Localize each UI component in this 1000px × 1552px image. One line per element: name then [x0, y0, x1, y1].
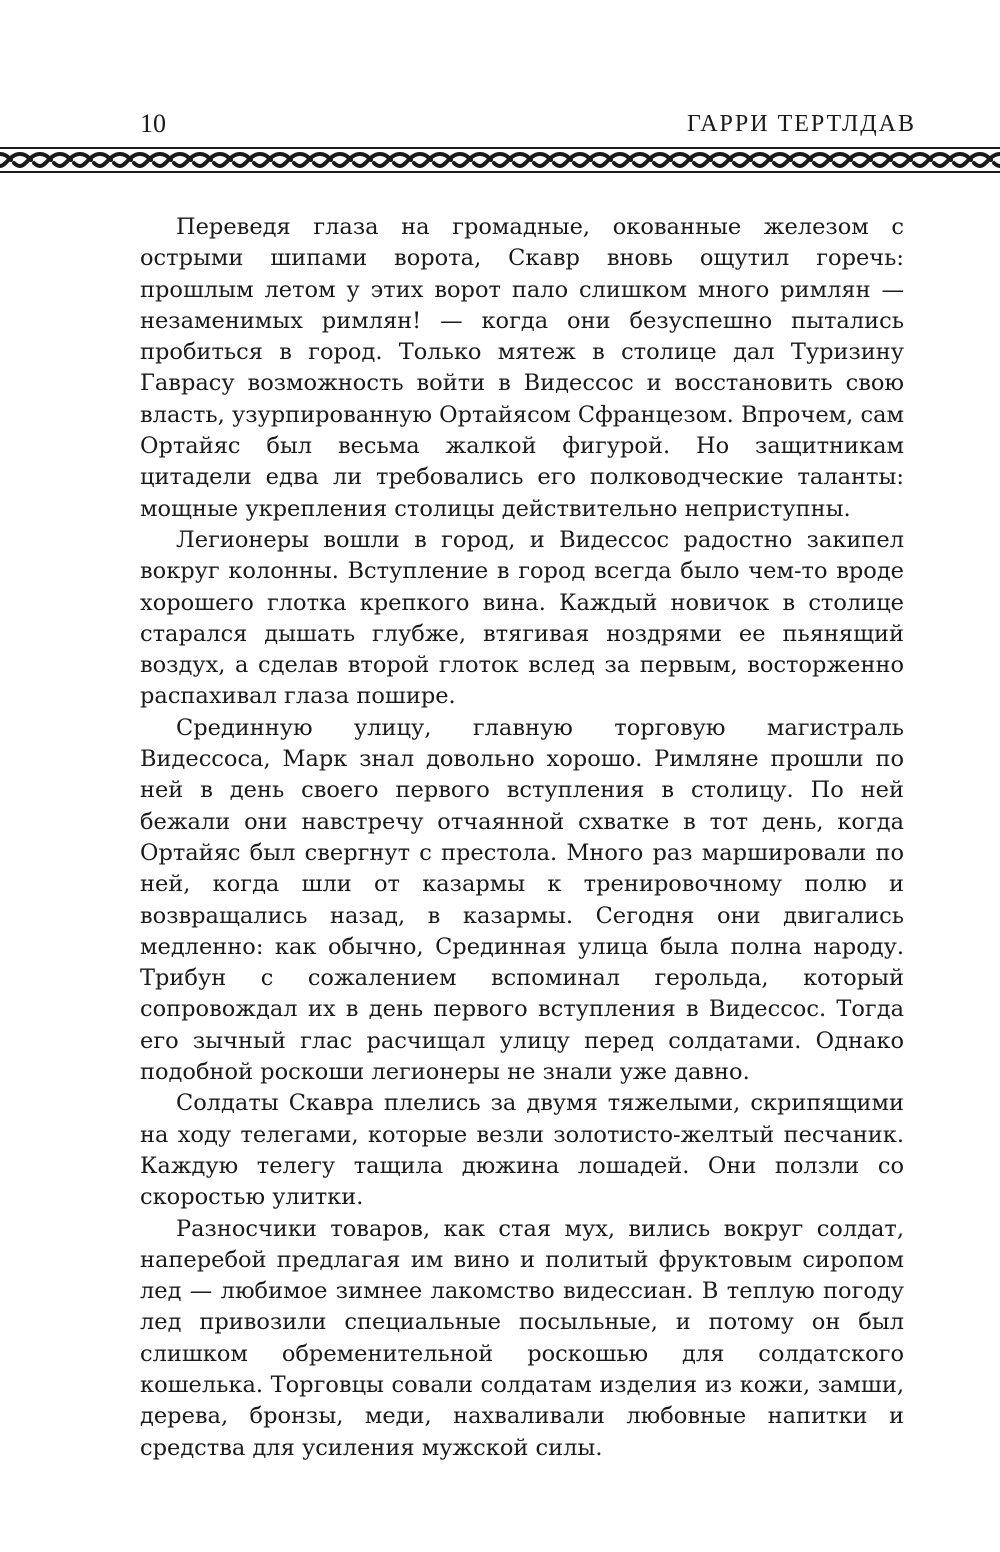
book-author: ГАРРИ ТЕРТЛДАВ: [686, 111, 916, 137]
running-head: [140, 106, 916, 142]
body-text: [140, 212, 904, 1464]
paragraph: Переведя глаза на громадные, окованные железом с острыми шипами ворота, Скавр вновь ощутил горечь: прошлым летом у этих ворот пало слишком много римлян — незаменимых римлян! — когда они безуспешно пытались пробиться в город. Только мятеж в столице дал Туризину Гаврасу возможность войти в Видессос и восстановить свою власть, узурпированную Ортайясом Сфранцезом. Впрочем, сам Ортайяс был весьма жалкой фигурой. Но защитникам цитадели едва ли требовались его полководческие таланты: мощные укрепления столицы действительно неприступны.: [140, 214, 904, 522]
paragraph: Срединную улицу, главную торговую магистраль Видессоса, Марк знал довольно хорошо. Римляне прошли по ней в день своего первого вступления в столицу. По ней бежали они навстречу отчаянной схватке в тот день, когда Ортайяс был свергнут с престола. Много раз маршировали по ней, когда шли от казармы к тренировочному полю и возвращались назад, в казармы. Сегодня они двигались медленно: как обычно, Срединная улица была полна народу. Трибун с сожалением вспоминал герольда, который сопровождал их в день первого вступления в Видессос. Тогда его зычный глас расчищал улицу перед солдатами. Однако подобной роскоши легионеры не знали уже давно.: [140, 714, 904, 1086]
page-number: 10: [140, 109, 166, 138]
paragraph: Легионеры вошли в город, и Видессос радостно закипел вокруг колонны. Вступление в город всегда было чем-то вроде хорошего глотка крепкого вина. Каждый новичок в столице старался дышать глубже, втягивая ноздрями ее пьянящий воздух, а сделав второй глоток вслед за первым, восторженно распахивал глаза пошире.: [140, 526, 904, 710]
paragraph: Разносчики товаров, как стая мух, вились вокруг солдат, наперебой предлагая им вино и политый фруктовым сиропом лед — любимое зимнее лакомство видессиан. В теплую погоду лед привозили специальные посыльные, и потому он был слишком обременительной роскошью для солдатского кошелька. Торговцы совали солдатам изделия из кожи, замши, дерева, бронзы, меди, нахваливали любовные напитки и средства для усиления мужской силы.: [140, 1215, 904, 1461]
braided-ornament-rule: [0, 146, 1000, 174]
paragraph: Солдаты Скавра плелись за двумя тяжелыми, скрипящими на ходу телегами, которые везли золотисто-желтый песчаник. Каждую телегу тащила дюжина лошадей. Они ползли со скоростью улитки.: [140, 1090, 904, 1211]
